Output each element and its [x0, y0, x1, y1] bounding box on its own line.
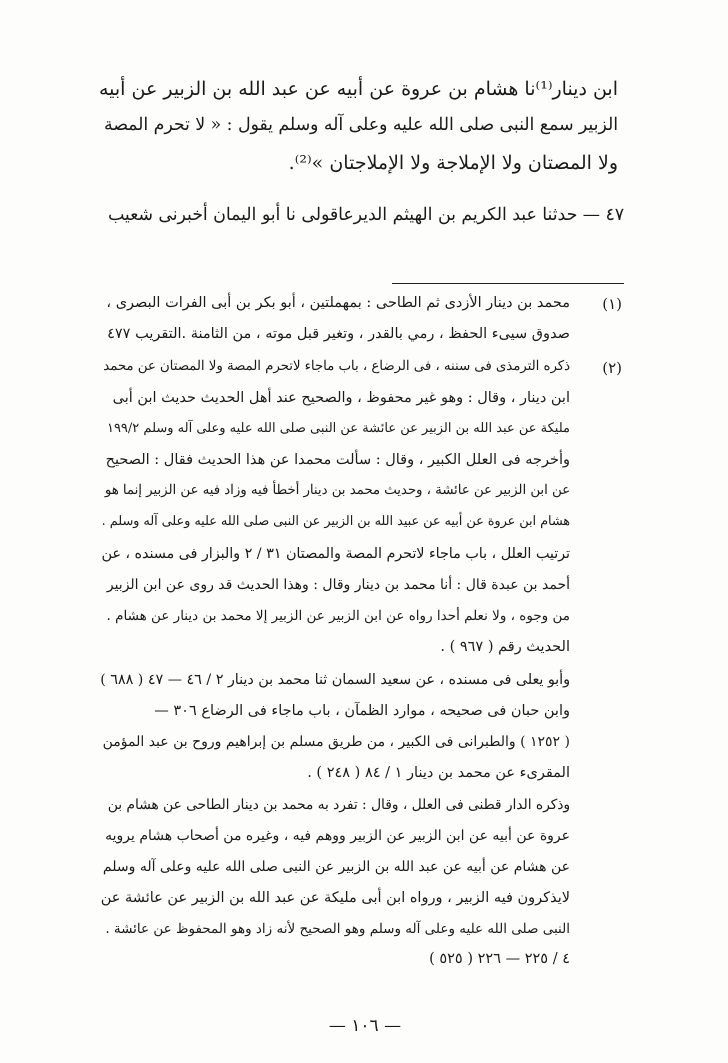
footnote-separator [392, 283, 624, 284]
main-text-line: الزبير سمع النبى صلى الله عليه وعلى آله وسلم يقول : « لا تحرم المصة [103, 115, 618, 135]
footnote-line: صدوق سيىء الحفظ ، رمي بالقدر ، وتغير قبل موته ، من الثامنة .التقريب ٤٧٧ [107, 326, 570, 342]
footnote-line: أحمد بن عبدة قال : أنا محمد بن دينار وقال : وهذا الحديث قد روى عن ابن الزبير [106, 577, 570, 593]
footnote-line: عن ابن الزبير عن عائشة ، وحديث محمد بن دينار أخطأ فيه وزاد فيه عن الزبير إنما هو [104, 483, 570, 498]
main-text-line: ولا المصتان ولا الإملاجة ولا الإملاجتان »⁽²⁾. [288, 152, 618, 174]
footnote-marker: (١) [602, 295, 622, 313]
footnote-line: ابن دينار ، وقال : وهو غير محفوظ ، والصحيح عند أهل الحديث حديث ابن أبى [112, 390, 570, 406]
footnote-line: ترتيب العلل ، باب ماجاء لاتحرم المصة والمصتان ٣١ / ٢ والبزار فى مسنده ، عن [101, 546, 570, 562]
footnote-line: لايذكرون فيه الزبير ، ورواه ابن أبى مليكة عن عبد الله بن الزبير عن عائشة عن [100, 890, 570, 906]
footnote-line: الحديث رقم ( ٩٦٧ ) . [440, 639, 570, 655]
footnote-line: ٤ / ٢٢٥ — ٢٢٦ ( ٥٢٥ ) [429, 951, 570, 967]
hadith-heading-line: ٤٧ — حدثنا عبد الكريم بن الهيثم الديرعاقولى نا أبو اليمان أخبرنى شعيب [107, 205, 624, 225]
footnote-line: وذكره الدار قطنى فى العلل ، وقال : تفرد به محمد بن دينار الطاحى عن هشام بن [107, 797, 570, 813]
footnote-line: النبى صلى الله عليه وعلى آله وسلم وهو الصحيح لأنه زاد وهو المحفوظ عن عائشة . [105, 921, 570, 937]
footnote-line: المقرىء عن محمد بن دينار ١ / ٨٤ ( ٢٤٨ ) . [307, 765, 570, 781]
page-number: — ١٠٦ — [328, 1016, 402, 1036]
footnote-line: من وجوه ، ولا نعلم أحدا رواه عن ابن الزبير عن الزبير إلا محمد بن دينار عن هشام . [106, 608, 570, 624]
footnote-line: مليكة عن عبد الله بن الزبير عن عائشة عن النبى صلى الله عليه وعلى آله وسلم ١٩٩/٢ [106, 421, 570, 436]
footnote-marker: (٢) [602, 359, 622, 377]
footnote-line: محمد بن دينار الأزدى ثم الطاحى : بمهملتين ، أبو بكر بن أبى الفرات البصرى ، [106, 295, 570, 311]
footnote-line: هشام ابن عروة عن أبيه عن عبيد الله بن الزبير عن النبى صلى الله عليه وعلى آله وسلم . [101, 514, 570, 529]
footnote-line: وأخرجه فى العلل الكبير ، وقال : سألت محمدا عن هذا الحديث فقال : الصحيح [105, 452, 570, 468]
footnote-line: وابن حبان فى صحيحه ، موارد الظمآن ، باب ماجاء فى الرضاع ٣٠٦ — [154, 703, 570, 719]
footnote-line: عن هشام عن أبيه عن عبد الله بن الزبير عن النبى صلى الله عليه وعلى آله وسلم [102, 859, 570, 875]
footnote-line: ( ١٢٥٢ ) والطبرانى فى الكبير ، من طريق مسلم بن إبراهيم وروح بن عبد المؤمن [102, 734, 570, 750]
footnote-line: وأبو يعلى فى مسنده ، عن سعيد السمان ثنا محمد بن دينار ٢ / ٤٦ — ٤٧ ( ٦٨٨ ) [100, 672, 570, 688]
footnote-line: ذكره الترمذى فى سننه ، فى الرضاع ، باب ماجاء لاتحرم المصة ولا المصتان عن محمد [103, 359, 570, 374]
footnote-line: عروة عن أبيه عن ابن الزبير عن الزبير ووهم فيه ، وغيره من أصحاب هشام يرويه [105, 828, 570, 844]
main-text-line: ابن دينار⁽¹⁾نا هشام بن عروة عن أبيه عن عبد الله بن الزبير عن أبيه [98, 78, 618, 100]
